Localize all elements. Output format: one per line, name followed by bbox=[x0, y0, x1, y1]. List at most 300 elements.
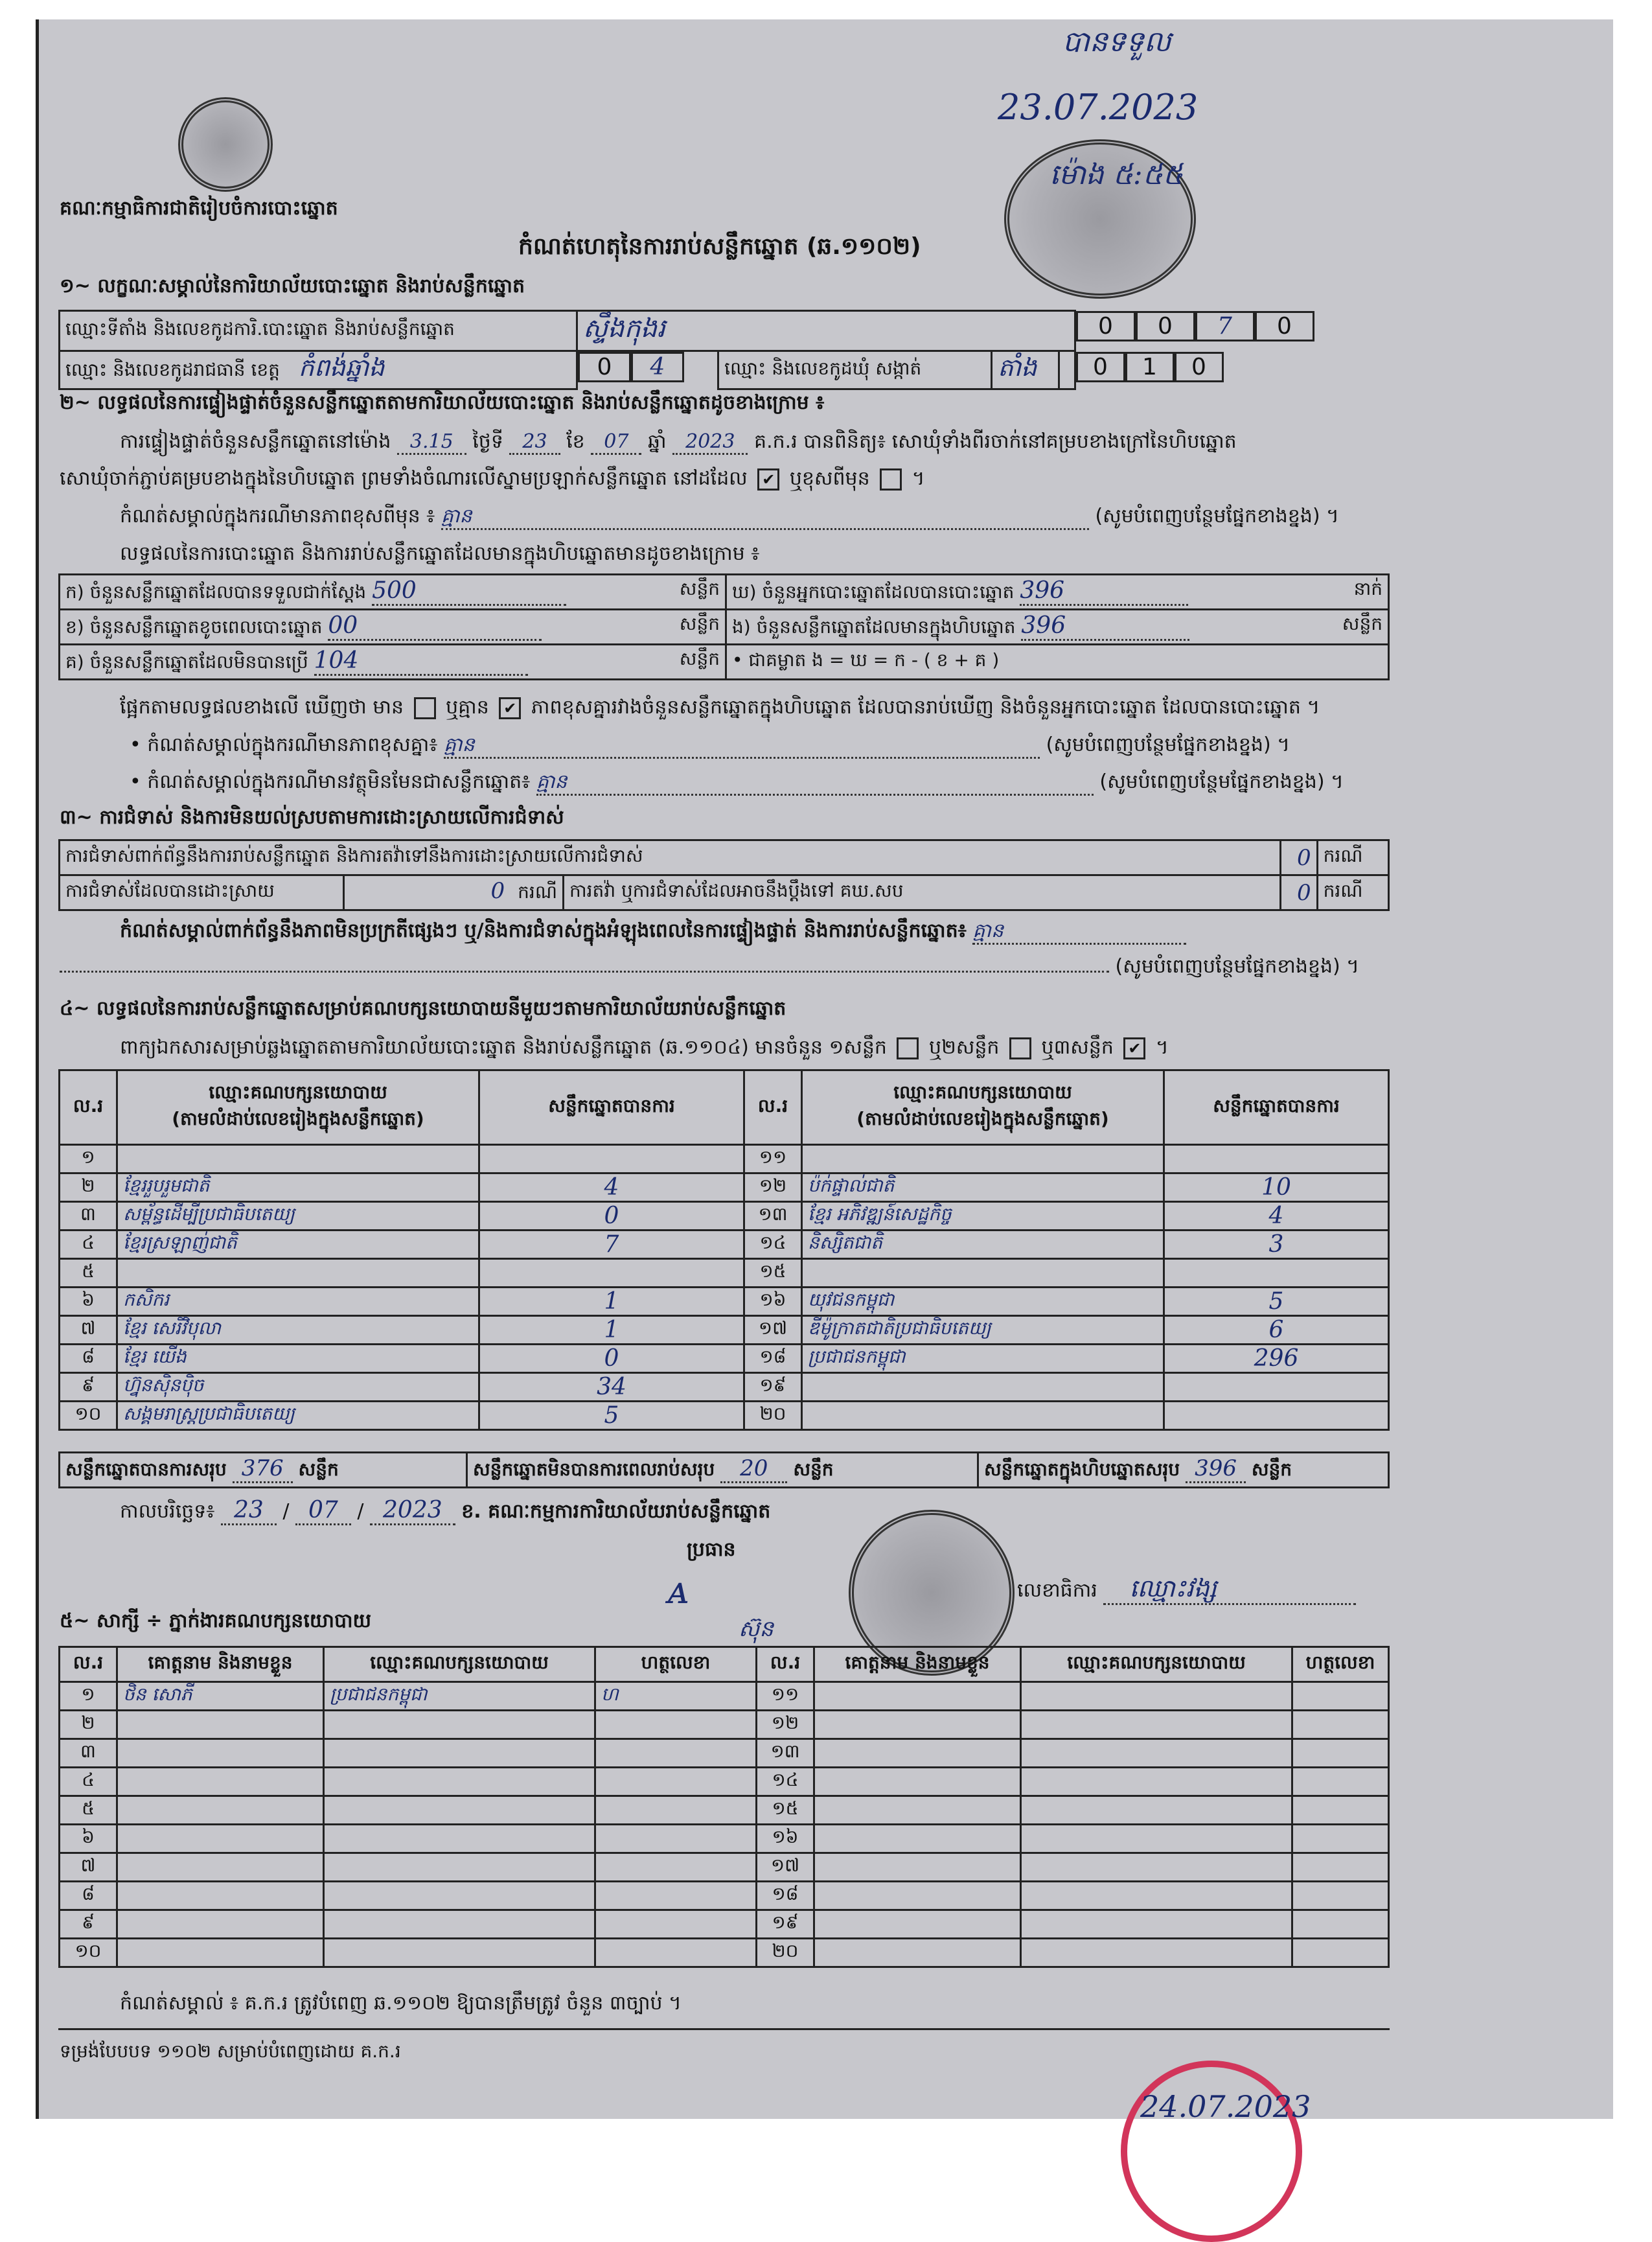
foreign-object-note-line bbox=[130, 771, 1390, 796]
left-party-name: ខ្មែរស្រឡាញ់ជាតិ bbox=[117, 1231, 479, 1259]
seal-note-value: គ្មាន bbox=[441, 505, 1089, 530]
w-right-no: ១៥ bbox=[757, 1796, 814, 1825]
valid-total-cell bbox=[60, 1453, 467, 1488]
w-right-name bbox=[814, 1882, 1021, 1910]
right-no: ២០ bbox=[744, 1402, 802, 1430]
w-left-sign bbox=[595, 1711, 757, 1739]
complaints-value: 0 bbox=[1281, 840, 1317, 875]
received-date: 23.07.2023 bbox=[998, 87, 1199, 128]
left-party-header bbox=[117, 1070, 479, 1145]
w-left-name bbox=[117, 1796, 324, 1825]
no-difference-checkbox[interactable]: ✔ bbox=[499, 697, 521, 719]
left-party-name: កសិករ bbox=[117, 1288, 479, 1316]
right-votes-header: សន្លឹកឆ្នោតបានការ bbox=[1164, 1070, 1389, 1145]
compare-text-b: ឬគ្មាន bbox=[446, 696, 489, 719]
commune-code-blank bbox=[1059, 351, 1075, 389]
invalid-total-label: សន្លឹកឆ្នោតមិនបានការពេលរាប់សរុប bbox=[473, 1459, 715, 1480]
w-left-sign bbox=[595, 1910, 757, 1939]
table-row bbox=[60, 1711, 1389, 1739]
changed-label: ឬខុសពីមុន bbox=[789, 467, 870, 490]
commune-code-3: 0 bbox=[1175, 352, 1224, 382]
left-votes: 34 bbox=[479, 1373, 744, 1402]
section1-table bbox=[58, 310, 1390, 390]
invalid-total-unit: សន្លឹក bbox=[793, 1459, 834, 1480]
w-left-sign bbox=[595, 1768, 757, 1796]
commune-label: ឈ្មោះ និងលេខកូដឃុំ សង្កាត់ bbox=[718, 351, 992, 389]
w-right-party bbox=[1021, 1768, 1292, 1796]
secretary-line bbox=[1017, 1575, 1356, 1605]
formula-cell: • ជាគម្លាត ង = ឃ = ក - ( ខ + គ ) bbox=[726, 645, 1389, 680]
table-row bbox=[60, 1682, 1389, 1711]
unchanged-checkbox[interactable]: ✔ bbox=[757, 468, 779, 491]
verify-month-label: ខែ bbox=[566, 430, 585, 453]
right-votes: 5 bbox=[1164, 1288, 1389, 1316]
table-row bbox=[60, 1316, 1389, 1345]
right-no: ១៦ bbox=[744, 1288, 802, 1316]
w-right-name bbox=[814, 1768, 1021, 1796]
left-no: ៦ bbox=[60, 1288, 117, 1316]
box-ballots-value: 396 bbox=[1021, 612, 1189, 641]
irregularity-note-line bbox=[120, 920, 1186, 945]
sheet-count-line: ពាក្យឯកសារសម្រាប់ឆ្លងឆ្នោតតាមការិយាល័យបោះឆ្នោត និងរាប់សន្លឹកឆ្នោត (ឆ.១១០៤) មានចំនួន ១សន្លឹក ឬ២សន្លឹក ឬ៣សន្លឹក ✔ ។ bbox=[120, 1036, 1169, 1059]
right-votes bbox=[1164, 1145, 1389, 1173]
appeal-value: 0 bbox=[1281, 875, 1317, 910]
two-sheet-checkbox[interactable] bbox=[1009, 1037, 1031, 1059]
right-party-name bbox=[802, 1259, 1164, 1288]
complaints-table bbox=[58, 839, 1390, 911]
w-right-no: ១៩ bbox=[757, 1910, 814, 1939]
unused-ballots-unit: សន្លឹក bbox=[679, 647, 720, 669]
received-note: បានទទួល bbox=[1062, 25, 1171, 58]
right-party-name: និស្សិតជាតិ bbox=[802, 1231, 1164, 1259]
province-label: ឈ្មោះ និងលេខកូដរាជធានី ខេត្ត bbox=[65, 359, 280, 380]
form-title: កំណត់ហេតុនៃការរាប់សន្លឹកឆ្នោត (ឆ.១១០២) bbox=[518, 233, 921, 260]
received-ballots-cell bbox=[60, 575, 726, 610]
w-left-party bbox=[324, 1739, 595, 1768]
verify-text: គ.ក.រ បានពិនិត្យ៖ សោឃុំទាំងពីរចាក់នៅគម្របខាងក្រៅនៃហិបឆ្នោត bbox=[754, 430, 1237, 453]
valid-total-label: សន្លឹកឆ្នោតបានការសរុប bbox=[65, 1459, 227, 1480]
w-right-sign bbox=[1292, 1682, 1389, 1711]
irregularity-hint: (សូមបំពេញបន្ថែមផ្នែកខាងខ្នង) ។ bbox=[1115, 955, 1359, 978]
seal-note-hint: (សូមបំពេញបន្ថែមផ្នែកខាងខ្នង) ។ bbox=[1095, 505, 1339, 527]
left-party-header-sub: (តាមលំដាប់លេខរៀងក្នុងសន្លឹកឆ្នោត) bbox=[172, 1108, 424, 1129]
ballot-count-table bbox=[58, 573, 1390, 680]
footnote: កំណត់សម្គាល់ ៖ គ.ក.រ ត្រូវបំពេញ ឆ.១១០២ ឱ្យបានត្រឹមត្រូវ ចំនួន ៣ច្បាប់ ។ bbox=[120, 1992, 682, 2015]
left-no: ៥ bbox=[60, 1259, 117, 1288]
box-total-unit: សន្លឹក bbox=[1251, 1459, 1292, 1480]
commune-code-2: 1 bbox=[1125, 352, 1175, 382]
w-right-name bbox=[814, 1853, 1021, 1882]
w-left-party-header: ឈ្មោះគណបក្សនយោបាយ bbox=[324, 1647, 595, 1682]
section1-heading: ១~ លក្ខណៈសម្គាល់នៃការិយាល័យបោះឆ្នោត និងរាប់សន្លឹកឆ្នោត bbox=[60, 275, 525, 297]
w-left-name bbox=[117, 1939, 324, 1967]
left-party-name bbox=[117, 1259, 479, 1288]
w-left-party bbox=[324, 1796, 595, 1825]
left-party-name: សង្គមរាស្ត្រប្រជាធិបតេយ្យ bbox=[117, 1402, 479, 1430]
invalid-total-cell bbox=[467, 1453, 978, 1488]
table-row bbox=[60, 1373, 1389, 1402]
w-left-party bbox=[324, 1853, 595, 1882]
w-left-name bbox=[117, 1768, 324, 1796]
w-right-name bbox=[814, 1739, 1021, 1768]
right-no: ១៥ bbox=[744, 1259, 802, 1288]
chair-label: ប្រធាន bbox=[687, 1538, 736, 1561]
one-sheet-checkbox[interactable] bbox=[897, 1037, 919, 1059]
three-sheet-checkbox[interactable]: ✔ bbox=[1123, 1037, 1145, 1059]
w-left-name: ថិន សោភី bbox=[117, 1682, 324, 1711]
difference-note-hint: (សូមបំពេញបន្ថែមផ្នែកខាងខ្នង) ។ bbox=[1046, 734, 1291, 756]
station-value: ស្ទឹងកុងរ bbox=[577, 311, 1075, 351]
table-row bbox=[60, 1882, 1389, 1910]
received-ballots-label: ក) ចំនួនសន្លឹកឆ្នោតដែលបានទទួលជាក់ស្តែង bbox=[65, 581, 367, 603]
w-left-party bbox=[324, 1939, 595, 1967]
date-label: កាលបរិច្ឆេទ៖ bbox=[120, 1500, 215, 1523]
verify-time: 3.15 bbox=[397, 430, 466, 455]
w-right-name bbox=[814, 1939, 1021, 1967]
w-left-no: ៤ bbox=[60, 1768, 117, 1796]
two-sheet-label: ឬ២សន្លឹក bbox=[929, 1036, 1000, 1059]
box-ballots-cell bbox=[726, 610, 1389, 645]
w-left-no: ៦ bbox=[60, 1825, 117, 1853]
left-no: ១ bbox=[60, 1145, 117, 1173]
left-votes: 1 bbox=[479, 1316, 744, 1345]
irregularity-dots-line bbox=[60, 956, 1388, 978]
w-left-no: ៨ bbox=[60, 1882, 117, 1910]
verify-year-label: ឆ្នាំ bbox=[648, 430, 667, 453]
box-ballots-label: ង) ចំនួនសន្លឹកឆ្នោតដែលមានក្នុងហិបឆ្នោត bbox=[732, 616, 1016, 638]
form-footer: ទម្រង់បែបបទ ១១០២ សម្រាប់បំពេញដោយ គ.ក.រ bbox=[60, 2040, 401, 2062]
voters-label: ឃ) ចំនួនអ្នកបោះឆ្នោតដែលបានបោះឆ្នោត bbox=[732, 581, 1015, 603]
difference-note-label: • កំណត់សម្គាល់ក្នុងករណីមានភាពខុសគ្នា៖ bbox=[130, 734, 438, 756]
verify-month: 07 bbox=[591, 430, 641, 455]
table-row bbox=[60, 1796, 1389, 1825]
w-left-no: ១ bbox=[60, 1682, 117, 1711]
difference-note-line bbox=[130, 734, 1390, 759]
w-right-no: ១៨ bbox=[757, 1882, 814, 1910]
left-no: ៨ bbox=[60, 1345, 117, 1373]
resolved-label: ការជំទាស់ដែលបានដោះស្រាយ bbox=[60, 875, 344, 910]
has-difference-checkbox[interactable] bbox=[414, 697, 436, 719]
w-right-name bbox=[814, 1682, 1021, 1711]
w-right-party bbox=[1021, 1853, 1292, 1882]
right-party-name: ប៉ក់ផ្ទាល់ជាតិ bbox=[802, 1173, 1164, 1202]
w-right-name bbox=[814, 1711, 1021, 1739]
w-right-party bbox=[1021, 1882, 1292, 1910]
w-left-no: ៩ bbox=[60, 1910, 117, 1939]
left-party-name: ខ្មែររួបរួមជាតិ bbox=[117, 1173, 479, 1202]
left-party-name bbox=[117, 1145, 479, 1173]
w-left-name bbox=[117, 1711, 324, 1739]
left-votes: 7 bbox=[479, 1231, 744, 1259]
table-row bbox=[60, 1825, 1389, 1853]
footer-divider bbox=[58, 2028, 1390, 2030]
date-year: 2023 bbox=[370, 1497, 455, 1525]
w-left-sign bbox=[595, 1825, 757, 1853]
province-cell bbox=[60, 351, 577, 389]
w-left-party bbox=[324, 1768, 595, 1796]
foreign-object-label: • កំណត់សម្គាល់ក្នុងករណីមានវត្ថុមិនមែនជាសន្លឹកឆ្នោត៖ bbox=[130, 770, 531, 793]
box-total-value: 396 bbox=[1186, 1455, 1246, 1483]
table-row bbox=[60, 1259, 1389, 1288]
right-votes: 6 bbox=[1164, 1316, 1389, 1345]
left-votes bbox=[479, 1259, 744, 1288]
w-left-no: ៧ bbox=[60, 1853, 117, 1882]
box-total-label: សន្លឹកឆ្នោតក្នុងហិបឆ្នោតសរុប bbox=[984, 1459, 1180, 1480]
left-votes: 5 bbox=[479, 1402, 744, 1430]
right-no: ១៣ bbox=[744, 1202, 802, 1231]
left-votes: 0 bbox=[479, 1202, 744, 1231]
left-no: ៣ bbox=[60, 1202, 117, 1231]
table-row bbox=[60, 1288, 1389, 1316]
w-left-sign bbox=[595, 1739, 757, 1768]
left-party-header-title: ឈ្មោះគណបក្សនយោបាយ bbox=[209, 1081, 387, 1103]
w-left-party bbox=[324, 1711, 595, 1739]
w-left-party bbox=[324, 1882, 595, 1910]
date-line: កាលបរិច្ឆេទ៖ 23 / 07 / 2023 ខ. គណៈកម្មការការិយាល័យរាប់សន្លឹកឆ្នោត bbox=[120, 1497, 770, 1523]
w-right-name bbox=[814, 1825, 1021, 1853]
left-party-name: សម្ព័ន្ធដើម្បីប្រជាធិបតេយ្យ bbox=[117, 1202, 479, 1231]
appeal-label: ការតវ៉ា ឬការជំទាស់ដែលអាចនឹងប្តឹងទៅ គឃ.សប bbox=[564, 875, 1281, 910]
right-votes bbox=[1164, 1259, 1389, 1288]
table-row bbox=[60, 1231, 1389, 1259]
w-left-sign bbox=[595, 1796, 757, 1825]
w-right-party bbox=[1021, 1796, 1292, 1825]
resolved-value-cell bbox=[344, 875, 564, 910]
w-left-party bbox=[324, 1910, 595, 1939]
right-votes: 296 bbox=[1164, 1345, 1389, 1373]
w-right-sign bbox=[1292, 1910, 1389, 1939]
right-no: ១៨ bbox=[744, 1345, 802, 1373]
station-label: ឈ្មោះទីតាំង និងលេខកូដការិ.បោះឆ្នោត និងរាប់សន្លឹកឆ្នោត bbox=[60, 311, 577, 351]
commune-code-1: 0 bbox=[1076, 352, 1125, 382]
section3-heading: ៣~ ការជំទាស់ និងការមិនយល់ស្របតាមការដោះស្រាយលើការជំទាស់ bbox=[60, 806, 564, 829]
resolved-unit: ករណី bbox=[518, 881, 557, 903]
right-no: ១៩ bbox=[744, 1373, 802, 1402]
table-row bbox=[60, 1853, 1389, 1882]
table-row bbox=[60, 1910, 1389, 1939]
w-right-party bbox=[1021, 1682, 1292, 1711]
w-left-party bbox=[324, 1825, 595, 1853]
w-left-name bbox=[117, 1825, 324, 1853]
received-time: ម៉ោង ៥:៥៥ bbox=[1050, 158, 1184, 191]
left-no: ១០ bbox=[60, 1402, 117, 1430]
right-votes bbox=[1164, 1402, 1389, 1430]
irregularity-note-value: គ្មាន bbox=[972, 920, 1186, 945]
w-left-sign bbox=[595, 1882, 757, 1910]
complaints-unit: ករណី bbox=[1317, 840, 1388, 875]
w-right-sign bbox=[1292, 1768, 1389, 1796]
sheet-count-text: ពាក្យឯកសារសម្រាប់ឆ្លងឆ្នោតតាមការិយាល័យបោះឆ្នោត និងរាប់សន្លឹកឆ្នោត (ឆ.១១០៤) មានចំនួន ១សន្លឹក bbox=[120, 1036, 887, 1059]
right-party-name: ឌីម៉ូក្រាតជាតិប្រជាធិបតេយ្យ bbox=[802, 1316, 1164, 1345]
right-party-header bbox=[802, 1070, 1164, 1145]
right-no: ១៤ bbox=[744, 1231, 802, 1259]
complaints-label: ការជំទាស់ពាក់ព័ន្ធនឹងការរាប់សន្លឹកឆ្នោត និងការតវ៉ាទៅនឹងការដោះស្រាយលើការជំទាស់ bbox=[60, 840, 1281, 875]
irregularity-dots bbox=[60, 971, 1109, 973]
station-code-2: 0 bbox=[1136, 311, 1195, 341]
right-no: ១២ bbox=[744, 1173, 802, 1202]
w-left-sign: ហ bbox=[595, 1682, 757, 1711]
right-no: ១៧ bbox=[744, 1316, 802, 1345]
w-right-name-header: គោត្តនាម និងនាមខ្លួន bbox=[814, 1647, 1021, 1682]
appeal-unit: ករណី bbox=[1317, 875, 1388, 910]
foreign-object-hint: (សូមបំពេញបន្ថែមផ្នែកខាងខ្នង) ។ bbox=[1099, 770, 1344, 793]
org-name: គណៈកម្មាធិការជាតិរៀបចំការបោះឆ្នោត bbox=[60, 197, 338, 220]
spoiled-ballots-value: 00 bbox=[328, 612, 542, 641]
valid-total-value: 376 bbox=[233, 1455, 293, 1483]
w-left-no: ១០ bbox=[60, 1939, 117, 1967]
w-right-no: ១៦ bbox=[757, 1825, 814, 1853]
verify-time-label: ការផ្ទៀងផ្ទាត់ចំនួនសន្លឹកឆ្នោតនៅម៉ោង bbox=[120, 430, 391, 453]
table-row bbox=[60, 1202, 1389, 1231]
right-party-name: ខ្មែរ អភិវឌ្ឍន៍សេដ្ឋកិច្ច bbox=[802, 1202, 1164, 1231]
verify-text2: សោឃុំចាក់ភ្ជាប់គម្របខាងក្នុងនៃហិបឆ្នោត ព្រមទាំងចំណារលើស្នាមប្រឡាក់សន្លឹកឆ្នោត នៅដដែល bbox=[60, 467, 748, 490]
verification-line2: សោឃុំចាក់ភ្ជាប់គម្របខាងក្នុងនៃហិបឆ្នោត ព្រមទាំងចំណារលើស្នាមប្រឡាក់សន្លឹកឆ្នោត នៅដដែល ✔ ឬខុសពីមុន ។ bbox=[60, 467, 925, 490]
w-right-sign bbox=[1292, 1853, 1389, 1882]
table-row bbox=[60, 1768, 1389, 1796]
verify-day-label: ថ្ងៃទី bbox=[472, 430, 503, 453]
right-party-name bbox=[802, 1402, 1164, 1430]
spoiled-ballots-cell bbox=[60, 610, 726, 645]
w-right-party bbox=[1021, 1739, 1292, 1768]
section2-heading: ២~ លទ្ធផលនៃការផ្ទៀងផ្ទាត់ចំនួនសន្លឹកឆ្នោតតាមការិយាល័យបោះឆ្នោត និងរាប់សន្លឹកឆ្នោតដូចខាងក្រោម ៖ bbox=[60, 391, 825, 414]
section5-heading: ៥~ សាក្សី ÷ ភ្នាក់ងារគណបក្សនយោបាយ bbox=[60, 1610, 372, 1632]
province-code-2: 4 bbox=[631, 352, 684, 382]
w-left-name-header: គោត្តនាម និងនាមខ្លួន bbox=[117, 1647, 324, 1682]
verification-line1 bbox=[120, 431, 1237, 454]
w-left-name bbox=[117, 1882, 324, 1910]
left-votes: 0 bbox=[479, 1345, 744, 1373]
w-right-no: ១៣ bbox=[757, 1739, 814, 1768]
right-party-name: ប្រជាជនកម្ពុជា bbox=[802, 1345, 1164, 1373]
compare-text-a: ផ្អែកតាមលទ្ធផលខាងលើ ឃើញថា មាន bbox=[120, 696, 404, 719]
w-right-sign bbox=[1292, 1739, 1389, 1768]
w-right-no: ១២ bbox=[757, 1711, 814, 1739]
w-left-name bbox=[117, 1910, 324, 1939]
valid-total-unit: សន្លឹក bbox=[298, 1459, 339, 1480]
right-party-name bbox=[802, 1145, 1164, 1173]
w-left-no: ២ bbox=[60, 1711, 117, 1739]
w-left-no: ៥ bbox=[60, 1796, 117, 1825]
w-right-no-header: ល.រ bbox=[757, 1647, 814, 1682]
seal-note-line bbox=[120, 505, 1390, 530]
right-votes bbox=[1164, 1373, 1389, 1402]
verify-day: 23 bbox=[509, 430, 560, 455]
secretary-label: លេខាធិការ bbox=[1017, 1579, 1097, 1602]
left-party-name: ខ្មែរ សេរីវិបុលា bbox=[117, 1316, 479, 1345]
witness-table bbox=[58, 1646, 1390, 1968]
w-right-party bbox=[1021, 1910, 1292, 1939]
left-party-name: ហ្វ៊ុនស៊ិនប៉ិច bbox=[117, 1373, 479, 1402]
w-right-sign-header: ហត្ថលេខា bbox=[1292, 1647, 1389, 1682]
left-no: ២ bbox=[60, 1173, 117, 1202]
table-row bbox=[60, 1939, 1389, 1967]
secretary-name: ឈ្មោះវង្ស bbox=[1103, 1575, 1356, 1605]
verify-year: 2023 bbox=[672, 430, 748, 455]
right-votes: 10 bbox=[1164, 1173, 1389, 1202]
three-sheet-label: ឬ៣សន្លឹក bbox=[1041, 1036, 1114, 1059]
left-no: ៧ bbox=[60, 1316, 117, 1345]
w-right-party-header: ឈ្មោះគណបក្សនយោបាយ bbox=[1021, 1647, 1292, 1682]
station-code-1: 0 bbox=[1076, 311, 1136, 341]
w-right-sign bbox=[1292, 1711, 1389, 1739]
left-votes: 1 bbox=[479, 1288, 744, 1316]
unused-ballots-label: គ) ចំនួនសន្លឹកឆ្នោតដែលមិនបានប្រើ bbox=[65, 651, 308, 673]
invalid-total-value: 20 bbox=[720, 1455, 787, 1483]
left-no: ៩ bbox=[60, 1373, 117, 1402]
compare-text-c: ភាពខុសគ្នារវាងចំនួនសន្លឹកឆ្នោតក្នុងហិបឆ្នោត ដែលបានរាប់ឃើញ និងចំនួនអ្នកបោះឆ្នោត ដែលបានបោះឆ្នោត ។ bbox=[531, 696, 1320, 719]
w-left-name bbox=[117, 1739, 324, 1768]
w-left-name bbox=[117, 1853, 324, 1882]
left-votes bbox=[479, 1145, 744, 1173]
right-votes: 4 bbox=[1164, 1202, 1389, 1231]
voters-unit: នាក់ bbox=[1353, 577, 1382, 599]
result-intro: លទ្ធផលនៃការបោះឆ្នោត និងការរាប់សន្លឹកឆ្នោតដែលមានក្នុងហិបឆ្នោតមានដូចខាងក្រោម ៖ bbox=[120, 542, 760, 565]
left-no-header: ល.រ bbox=[60, 1070, 117, 1145]
left-votes-header: សន្លឹកឆ្នោតបានការ bbox=[479, 1070, 744, 1145]
received-ballots-value: 500 bbox=[372, 577, 566, 606]
w-left-no: ៣ bbox=[60, 1739, 117, 1768]
date-month: 07 bbox=[295, 1497, 351, 1525]
left-party-name: ខ្មែរ យើង bbox=[117, 1345, 479, 1373]
table-row bbox=[60, 1345, 1389, 1373]
unused-ballots-cell bbox=[60, 645, 726, 680]
voters-value: 396 bbox=[1020, 577, 1188, 606]
w-right-party bbox=[1021, 1939, 1292, 1967]
w-left-sign bbox=[595, 1939, 757, 1967]
w-left-no-header: ល.រ bbox=[60, 1647, 117, 1682]
province-code-1: 0 bbox=[578, 352, 631, 382]
w-right-sign bbox=[1292, 1825, 1389, 1853]
w-right-name bbox=[814, 1910, 1021, 1939]
box-total-cell bbox=[978, 1453, 1389, 1488]
table-row bbox=[60, 1739, 1389, 1768]
w-right-no: ១៧ bbox=[757, 1853, 814, 1882]
w-right-sign bbox=[1292, 1796, 1389, 1825]
committee-label: ខ. គណៈកម្មការការិយាល័យរាប់សន្លឹកឆ្នោត bbox=[461, 1500, 771, 1523]
left-votes: 4 bbox=[479, 1173, 744, 1202]
w-right-no: ១៤ bbox=[757, 1768, 814, 1796]
station-code-3: 7 bbox=[1195, 311, 1255, 341]
table-row bbox=[60, 1145, 1389, 1173]
resolved-value: 0 bbox=[490, 878, 505, 904]
party-results-table bbox=[58, 1069, 1390, 1431]
right-party-header-sub: (តាមលំដាប់លេខរៀងក្នុងសន្លឹកឆ្នោត) bbox=[856, 1108, 1109, 1129]
received-ballots-unit: សន្លឹក bbox=[679, 577, 720, 599]
bottom-stamp-date: 24.07.2023 bbox=[1140, 2089, 1311, 2124]
right-votes: 3 bbox=[1164, 1231, 1389, 1259]
commune-value: តាំង bbox=[992, 351, 1059, 389]
changed-checkbox[interactable] bbox=[880, 468, 902, 491]
w-right-name bbox=[814, 1796, 1021, 1825]
w-left-sign-header: ហត្ថលេខា bbox=[595, 1647, 757, 1682]
station-code-4: 0 bbox=[1255, 311, 1314, 341]
w-right-no: ២០ bbox=[757, 1939, 814, 1967]
foreign-object-value: គ្មាន bbox=[536, 771, 1094, 796]
section4-heading: ៤~ លទ្ធផលនៃការរាប់សន្លឹកឆ្នោតសម្រាប់គណបក្សនយោបាយនីមួយៗតាមការិយាល័យរាប់សន្លឹកឆ្នោត bbox=[60, 997, 786, 1020]
right-party-name: យុវជនកម្ពុជា bbox=[802, 1288, 1164, 1316]
totals-table bbox=[58, 1451, 1390, 1488]
compare-line bbox=[120, 697, 1320, 719]
chair-signature: ᴀ bbox=[667, 1567, 689, 1613]
right-party-name bbox=[802, 1373, 1164, 1402]
table-row bbox=[60, 1402, 1389, 1430]
w-right-party bbox=[1021, 1711, 1292, 1739]
province-value: កំពង់ឆ្នាំង bbox=[298, 353, 385, 382]
w-left-sign bbox=[595, 1853, 757, 1882]
right-no: ១១ bbox=[744, 1145, 802, 1173]
seal-note-label: កំណត់សម្គាល់ក្នុងករណីមានភាពខុសពីមុន ៖ bbox=[120, 505, 435, 527]
right-party-header-title: ឈ្មោះគណបក្សនយោបាយ bbox=[893, 1081, 1072, 1103]
